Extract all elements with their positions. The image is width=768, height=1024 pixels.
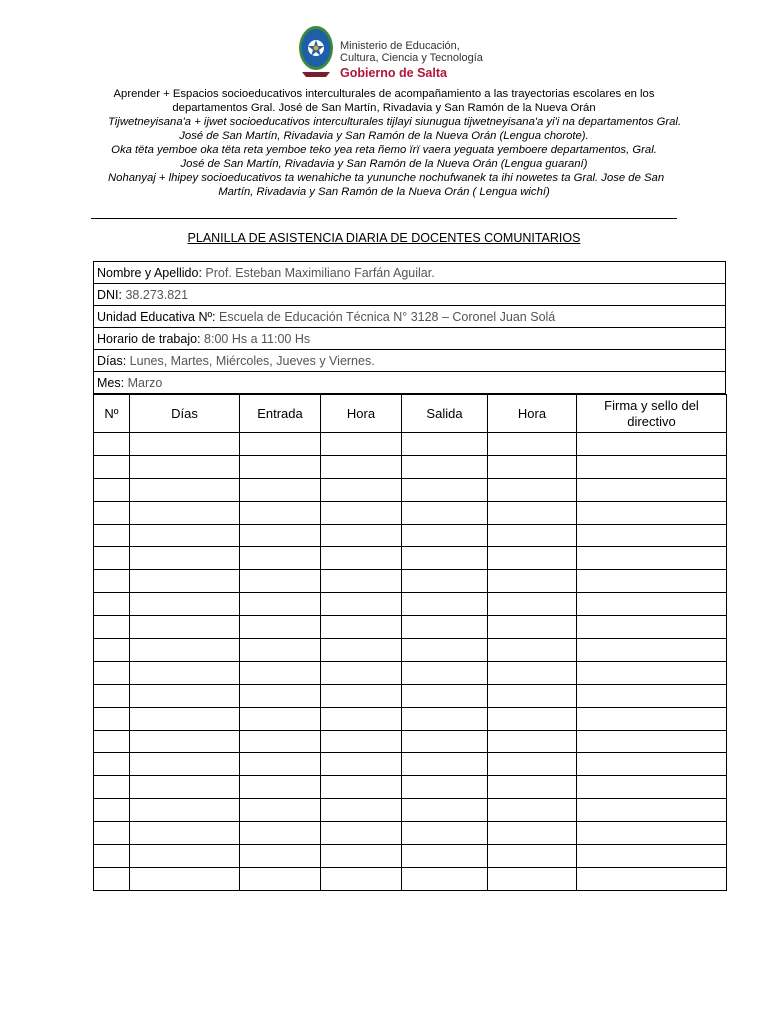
attendance-cell[interactable] (321, 501, 402, 524)
attendance-cell[interactable] (130, 433, 240, 456)
attendance-cell[interactable] (94, 822, 130, 845)
info-row-mes (94, 372, 726, 394)
attendance-cell[interactable] (321, 524, 402, 547)
attendance-cell[interactable] (321, 616, 402, 639)
attendance-cell[interactable] (577, 799, 727, 822)
dias-value[interactable]: Lunes, Martes, Miércoles, Jueves y Viernes. (129, 353, 375, 368)
attendance-cell[interactable] (577, 753, 727, 776)
info-row-nombre (94, 262, 726, 284)
attendance-cell[interactable] (94, 593, 130, 616)
program-description (108, 87, 682, 199)
attendance-row (94, 822, 727, 845)
attendance-cell[interactable] (240, 593, 321, 616)
attendance-cell[interactable] (240, 501, 321, 524)
attendance-row (94, 730, 727, 753)
attendance-cell[interactable] (402, 570, 488, 593)
attendance-cell[interactable] (130, 753, 240, 776)
sheet-title: PLANILLA DE ASISTENCIA DIARIA DE DOCENTES COMUNITARIOS (187, 231, 581, 245)
attendance-row (94, 845, 727, 868)
attendance-cell[interactable] (130, 524, 240, 547)
attendance-cell[interactable] (321, 753, 402, 776)
attendance-cell[interactable] (130, 661, 240, 684)
info-cell (94, 350, 726, 372)
attendance-cell[interactable] (488, 547, 577, 570)
attendance-cell[interactable] (321, 684, 402, 707)
intro-line: José de San Martín, Rivadavia y San Ramón de la Nueva Orán (Lengua chorote). (179, 130, 589, 142)
attendance-cell[interactable] (240, 661, 321, 684)
attendance-cell[interactable] (130, 776, 240, 799)
attendance-cell[interactable] (130, 799, 240, 822)
col-header-numero: Nº (94, 395, 130, 433)
attendance-cell[interactable] (94, 547, 130, 570)
attendance-cell[interactable] (488, 776, 577, 799)
attendance-cell[interactable] (402, 639, 488, 662)
attendance-cell[interactable] (488, 867, 577, 890)
nombre-value[interactable]: Prof. Esteban Maximiliano Farfán Aguilar. (205, 265, 435, 280)
attendance-row (94, 867, 727, 890)
attendance-row (94, 433, 727, 456)
attendance-cell[interactable] (94, 776, 130, 799)
attendance-cell[interactable] (321, 433, 402, 456)
attendance-header-row (94, 395, 727, 433)
attendance-cell[interactable] (130, 822, 240, 845)
info-row-dni (94, 284, 726, 306)
mes-label: Mes: (97, 375, 125, 390)
attendance-cell[interactable] (321, 799, 402, 822)
attendance-cell[interactable] (130, 684, 240, 707)
attendance-cell[interactable] (488, 845, 577, 868)
attendance-cell[interactable] (577, 593, 727, 616)
attendance-table (93, 394, 727, 891)
attendance-cell[interactable] (402, 433, 488, 456)
attendance-cell[interactable] (321, 570, 402, 593)
attendance-cell[interactable] (130, 730, 240, 753)
unidad-value[interactable]: Escuela de Educación Técnica N° 3128 – Coronel Juan Solá (219, 309, 556, 324)
attendance-cell[interactable] (488, 455, 577, 478)
attendance-cell[interactable] (94, 867, 130, 890)
attendance-cell[interactable] (321, 867, 402, 890)
col-header-hora-entrada: Hora (321, 395, 402, 433)
col-header-firma: Firma y sello del directivo (577, 395, 727, 433)
attendance-cell[interactable] (321, 593, 402, 616)
attendance-cell[interactable] (94, 455, 130, 478)
attendance-row (94, 776, 727, 799)
attendance-row (94, 455, 727, 478)
attendance-cell[interactable] (577, 845, 727, 868)
attendance-row (94, 799, 727, 822)
government-name: Gobierno de Salta (340, 66, 447, 80)
attendance-cell[interactable] (577, 867, 727, 890)
attendance-cell[interactable] (488, 570, 577, 593)
attendance-cell[interactable] (488, 616, 577, 639)
ministry-line-1: Ministerio de Educación, (340, 40, 460, 52)
attendance-cell[interactable] (240, 730, 321, 753)
col-header-hora-salida: Hora (488, 395, 577, 433)
attendance-cell[interactable] (402, 455, 488, 478)
attendance-cell[interactable] (488, 593, 577, 616)
attendance-cell[interactable] (321, 547, 402, 570)
attendance-cell[interactable] (488, 707, 577, 730)
attendance-row (94, 616, 727, 639)
attendance-cell[interactable] (94, 570, 130, 593)
unidad-label: Unidad Educativa Nº: (97, 309, 216, 324)
attendance-cell[interactable] (240, 433, 321, 456)
attendance-cell[interactable] (402, 661, 488, 684)
attendance-cell[interactable] (321, 730, 402, 753)
info-row-dias (94, 350, 726, 372)
attendance-cell[interactable] (130, 867, 240, 890)
attendance-cell[interactable] (488, 478, 577, 501)
attendance-cell[interactable] (130, 478, 240, 501)
attendance-cell[interactable] (488, 661, 577, 684)
attendance-cell[interactable] (130, 570, 240, 593)
attendance-cell[interactable] (321, 822, 402, 845)
attendance-row (94, 524, 727, 547)
attendance-cell[interactable] (321, 776, 402, 799)
attendance-cell[interactable] (402, 524, 488, 547)
attendance-cell[interactable] (488, 684, 577, 707)
attendance-cell[interactable] (577, 707, 727, 730)
attendance-cell[interactable] (240, 799, 321, 822)
attendance-cell[interactable] (94, 707, 130, 730)
attendance-cell[interactable] (321, 661, 402, 684)
info-cell (94, 306, 726, 328)
intro-line: Martín, Rivadavia y San Ramón de la Nueva Orán ( Lengua wichí) (218, 186, 550, 198)
attendance-row (94, 753, 727, 776)
attendance-cell[interactable] (577, 570, 727, 593)
info-row-unidad (94, 306, 726, 328)
attendance-cell[interactable] (488, 501, 577, 524)
attendance-cell[interactable] (488, 730, 577, 753)
attendance-row (94, 707, 727, 730)
attendance-cell[interactable] (488, 524, 577, 547)
attendance-cell[interactable] (488, 433, 577, 456)
col-header-entrada: Entrada (240, 395, 321, 433)
attendance-cell[interactable] (130, 455, 240, 478)
attendance-row (94, 501, 727, 524)
attendance-cell[interactable] (577, 433, 727, 456)
attendance-cell[interactable] (577, 547, 727, 570)
mes-value[interactable]: Marzo (127, 375, 163, 390)
attendance-cell[interactable] (240, 570, 321, 593)
attendance-cell[interactable] (402, 799, 488, 822)
attendance-cell[interactable] (94, 845, 130, 868)
attendance-cell[interactable] (94, 799, 130, 822)
intro-line: Aprender + Espacios socioeducativos interculturales de acompañamiento a las trayectorias escolares en los (113, 88, 655, 100)
attendance-cell[interactable] (94, 478, 130, 501)
attendance-cell[interactable] (577, 684, 727, 707)
attendance-cell[interactable] (402, 822, 488, 845)
horario-label: Horario de trabajo: (97, 331, 201, 346)
attendance-cell[interactable] (402, 501, 488, 524)
attendance-cell[interactable] (402, 684, 488, 707)
ministry-name (340, 41, 483, 64)
attendance-cell[interactable] (577, 455, 727, 478)
attendance-cell[interactable] (130, 707, 240, 730)
teacher-info-table (93, 261, 726, 394)
attendance-cell[interactable] (577, 661, 727, 684)
attendance-cell[interactable] (240, 845, 321, 868)
salta-shield-icon (296, 23, 336, 79)
attendance-cell[interactable] (488, 799, 577, 822)
intro-line: Tijwetneyisana'a + ijwet socioeducativos interculturales tijlayi siunugua tijwetneyisana'a yi'i na departamentos Gral. (108, 116, 682, 128)
attendance-cell[interactable] (240, 524, 321, 547)
attendance-cell[interactable] (130, 547, 240, 570)
dni-value[interactable]: 38.273.821 (125, 287, 189, 302)
attendance-cell[interactable] (402, 867, 488, 890)
attendance-cell[interactable] (488, 639, 577, 662)
attendance-cell[interactable] (94, 661, 130, 684)
attendance-cell[interactable] (240, 639, 321, 662)
attendance-cell[interactable] (130, 639, 240, 662)
attendance-cell[interactable] (577, 776, 727, 799)
attendance-cell[interactable] (94, 753, 130, 776)
attendance-row (94, 593, 727, 616)
attendance-cell[interactable] (402, 616, 488, 639)
attendance-cell[interactable] (577, 730, 727, 753)
attendance-row (94, 570, 727, 593)
attendance-cell[interactable] (94, 501, 130, 524)
attendance-cell[interactable] (94, 684, 130, 707)
attendance-cell[interactable] (240, 455, 321, 478)
attendance-cell[interactable] (321, 478, 402, 501)
attendance-row (94, 478, 727, 501)
attendance-cell[interactable] (240, 616, 321, 639)
attendance-cell[interactable] (321, 845, 402, 868)
attendance-cell[interactable] (321, 639, 402, 662)
attendance-cell[interactable] (321, 707, 402, 730)
attendance-cell[interactable] (402, 478, 488, 501)
attendance-cell[interactable] (94, 433, 130, 456)
attendance-cell[interactable] (402, 776, 488, 799)
attendance-row (94, 661, 727, 684)
attendance-row (94, 684, 727, 707)
attendance-cell[interactable] (402, 593, 488, 616)
ministry-logo (296, 23, 483, 81)
col-header-salida: Salida (402, 395, 488, 433)
attendance-cell[interactable] (402, 753, 488, 776)
attendance-cell[interactable] (130, 616, 240, 639)
info-cell (94, 262, 726, 284)
attendance-cell[interactable] (402, 707, 488, 730)
attendance-cell[interactable] (240, 684, 321, 707)
attendance-cell[interactable] (130, 501, 240, 524)
info-row-horario (94, 328, 726, 350)
info-cell (94, 372, 726, 394)
intro-line: José de San Martín, Rivadavia y San Ramón de la Nueva Orán (Lengua guaraní) (180, 158, 588, 170)
col-header-dias: Días (130, 395, 240, 433)
attendance-cell[interactable] (94, 639, 130, 662)
horario-value[interactable]: 8:00 Hs a 11:00 Hs (204, 331, 311, 346)
intro-line: Nohanyaj + lhipey socioeducativos ta wenahiche ta yununche nochufwanek ta ihi nowetes ta Gral. Jose de San (108, 172, 665, 184)
attendance-cell[interactable] (94, 524, 130, 547)
attendance-cell[interactable] (240, 478, 321, 501)
divider (91, 218, 677, 219)
attendance-cell[interactable] (402, 845, 488, 868)
attendance-cell[interactable] (577, 501, 727, 524)
info-cell (94, 328, 726, 350)
dias-label: Días: (97, 353, 127, 368)
attendance-cell[interactable] (240, 822, 321, 845)
attendance-cell[interactable] (402, 547, 488, 570)
attendance-cell[interactable] (240, 707, 321, 730)
attendance-cell[interactable] (577, 524, 727, 547)
ministry-line-2: Cultura, Ciencia y Tecnología (340, 51, 483, 64)
attendance-cell[interactable] (240, 867, 321, 890)
attendance-cell[interactable] (577, 822, 727, 845)
attendance-cell[interactable] (94, 616, 130, 639)
attendance-row (94, 547, 727, 570)
info-cell (94, 284, 726, 306)
attendance-cell[interactable] (240, 547, 321, 570)
attendance-cell[interactable] (240, 753, 321, 776)
attendance-cell[interactable] (321, 455, 402, 478)
attendance-cell[interactable] (488, 822, 577, 845)
attendance-cell[interactable] (577, 616, 727, 639)
attendance-cell[interactable] (94, 730, 130, 753)
intro-line: departamentos Gral. José de San Martín, Rivadavia y San Ramón de la Nueva Orán (172, 102, 596, 114)
attendance-cell[interactable] (130, 845, 240, 868)
attendance-cell[interactable] (577, 639, 727, 662)
intro-line: Oka tëta yemboe oka tëta reta yemboe teko yea reta ñemo ïrï vaera yeguata yemboere departamentos, Gral. (111, 144, 657, 156)
attendance-row (94, 639, 727, 662)
dni-label: DNI: (97, 287, 122, 302)
attendance-body (94, 433, 727, 891)
attendance-cell[interactable] (488, 753, 577, 776)
attendance-cell[interactable] (130, 593, 240, 616)
attendance-cell[interactable] (402, 730, 488, 753)
attendance-cell[interactable] (240, 776, 321, 799)
attendance-cell[interactable] (577, 478, 727, 501)
nombre-label: Nombre y Apellido: (97, 265, 202, 280)
